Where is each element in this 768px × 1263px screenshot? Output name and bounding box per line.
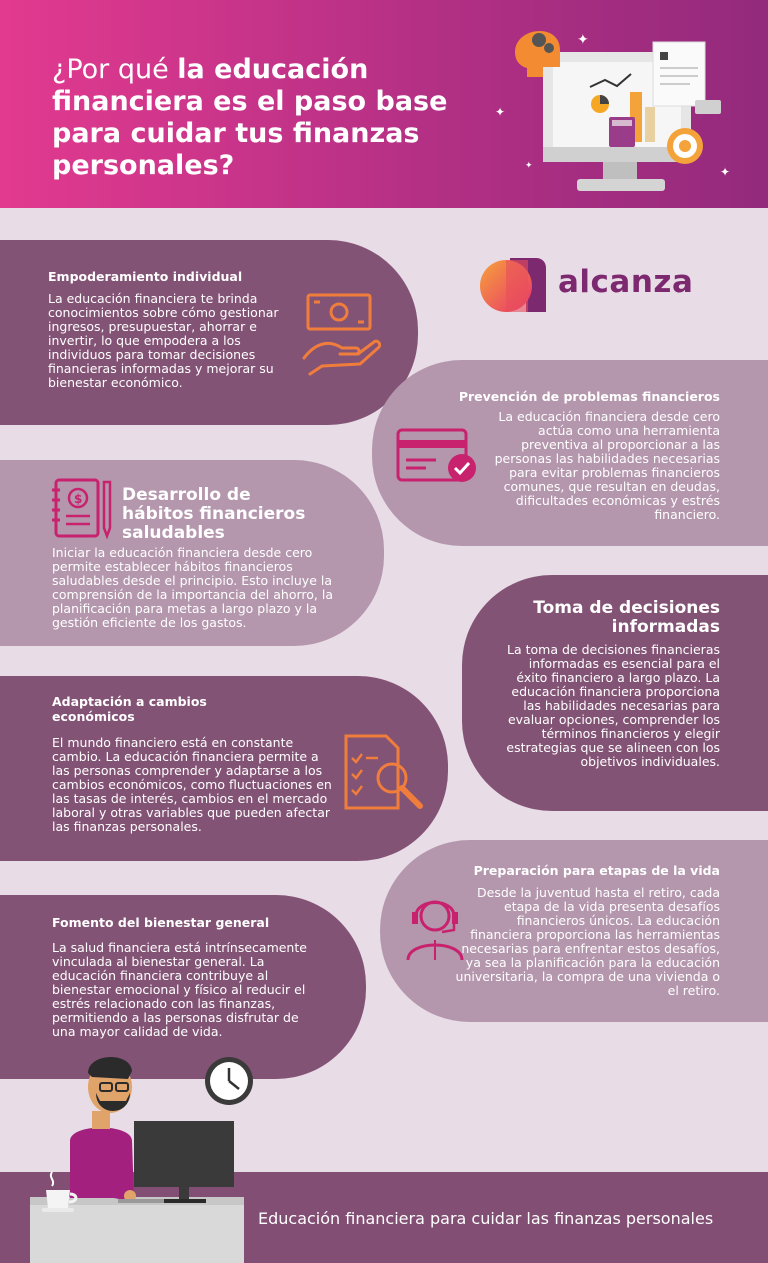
- svg-text:✦: ✦: [495, 105, 506, 119]
- computer-monitor-icon: [495, 22, 735, 197]
- footer-text: Educación financiera para cuidar las finanzas personales: [258, 1209, 714, 1228]
- card-toma-decisiones: [462, 575, 768, 811]
- notebook-dollar-icon: [50, 478, 112, 540]
- card-adaptacion: [0, 676, 448, 861]
- document-magnifier-icon: [344, 734, 426, 812]
- card-title: Empoderamiento individual: [48, 269, 243, 284]
- svg-text:✦: ✦: [525, 161, 533, 171]
- card-fomento: [0, 895, 366, 1079]
- svg-text:$: $: [74, 492, 83, 506]
- card-desarrollo: [0, 460, 384, 646]
- customer-service-headset-icon: [404, 892, 466, 962]
- card-empoderamiento: [0, 240, 418, 425]
- money-hand-icon: [302, 292, 380, 378]
- card-preparacion: [380, 840, 768, 1022]
- card-title: Fomento del bienestar general: [52, 915, 270, 930]
- card-title: Prevención de problemas financieros: [458, 389, 720, 404]
- page-title: ¿Por qué la educación financiera es el paso base para cuidar tus finanzas personales?: [52, 54, 448, 181]
- person-at-computer-illustration: [30, 1053, 250, 1263]
- card-title: Toma de decisiones informadas: [533, 598, 720, 637]
- svg-text:✦: ✦: [577, 32, 589, 48]
- card-prevencion: [372, 360, 768, 546]
- card-body: El mundo financiero está en constante cambio. La educación financiera permite a las personas comprender y adaptarse a los cambios económicos, como fluctuaciones en las tasas de interés, cambios en el mercado laboral y otras variables que pueden afectar las finanzas personales.: [52, 735, 332, 834]
- svg-text:✦: ✦: [720, 165, 731, 179]
- card-body: La salud financiera está intrínsecamente vinculada al bienestar general. La educación financiera contribuye al bienestar emocional y físico al reducir el estrés relacionado con las finanzas, permitiendo a las personas disfrutar de una mayor calidad de vida.: [52, 940, 307, 1039]
- logo-text: alcanza: [558, 264, 694, 300]
- credit-card-check-icon: [396, 428, 478, 488]
- card-title: Adaptación a cambios económicos: [52, 694, 207, 724]
- card-body: Iniciar la educación financiera desde cero permite establecer hábitos financieros saludables desde el principio. Esto incluye la comprensión de la importancia del ahorro, la planificación para metas a largo plazo y la gestión eficiente de los gastos.: [52, 545, 333, 630]
- alcanza-logo-mark: [478, 256, 550, 318]
- alcanza-logo: [478, 256, 708, 320]
- card-body: La toma de decisiones financieras informadas es esencial para el éxito financiero a largo plazo. La educación financiera proporciona las habilidades necesarias para evaluar opciones, comprender los términos financieros y elegir estrategias que se alineen con los objetivos individuales.: [506, 642, 720, 769]
- card-body: La educación financiera desde cero actúa como una herramienta preventiva al proporcionar a las personas las habilidades necesarias para evitar problemas financieros comunes, que resultan en deudas, dificultades económicas y estrés financiero.: [494, 409, 720, 522]
- card-title: Desarrollo de hábitos financieros saludables: [122, 485, 306, 543]
- coffee-cup-icon: [40, 1168, 80, 1214]
- card-body: Desde la juventud hasta el retiro, cada etapa de la vida presenta desafíos financieros únicos. La educación financiera proporciona las herramientas necesarias para enfrentar estos desafíos, ya sea la planificación para la educación universitaria, la compra de una vivienda o el retiro.: [455, 885, 720, 998]
- card-title: Preparación para etapas de la vida: [473, 863, 720, 878]
- header-banner: [0, 0, 768, 208]
- card-body: La educación financiera te brinda conocimientos sobre cómo gestionar ingresos, presupuestar, ahorrar e invertir, lo que empodera a los individuos para tomar decisiones financieras informadas y mejorar su bienestar económico.: [48, 291, 279, 390]
